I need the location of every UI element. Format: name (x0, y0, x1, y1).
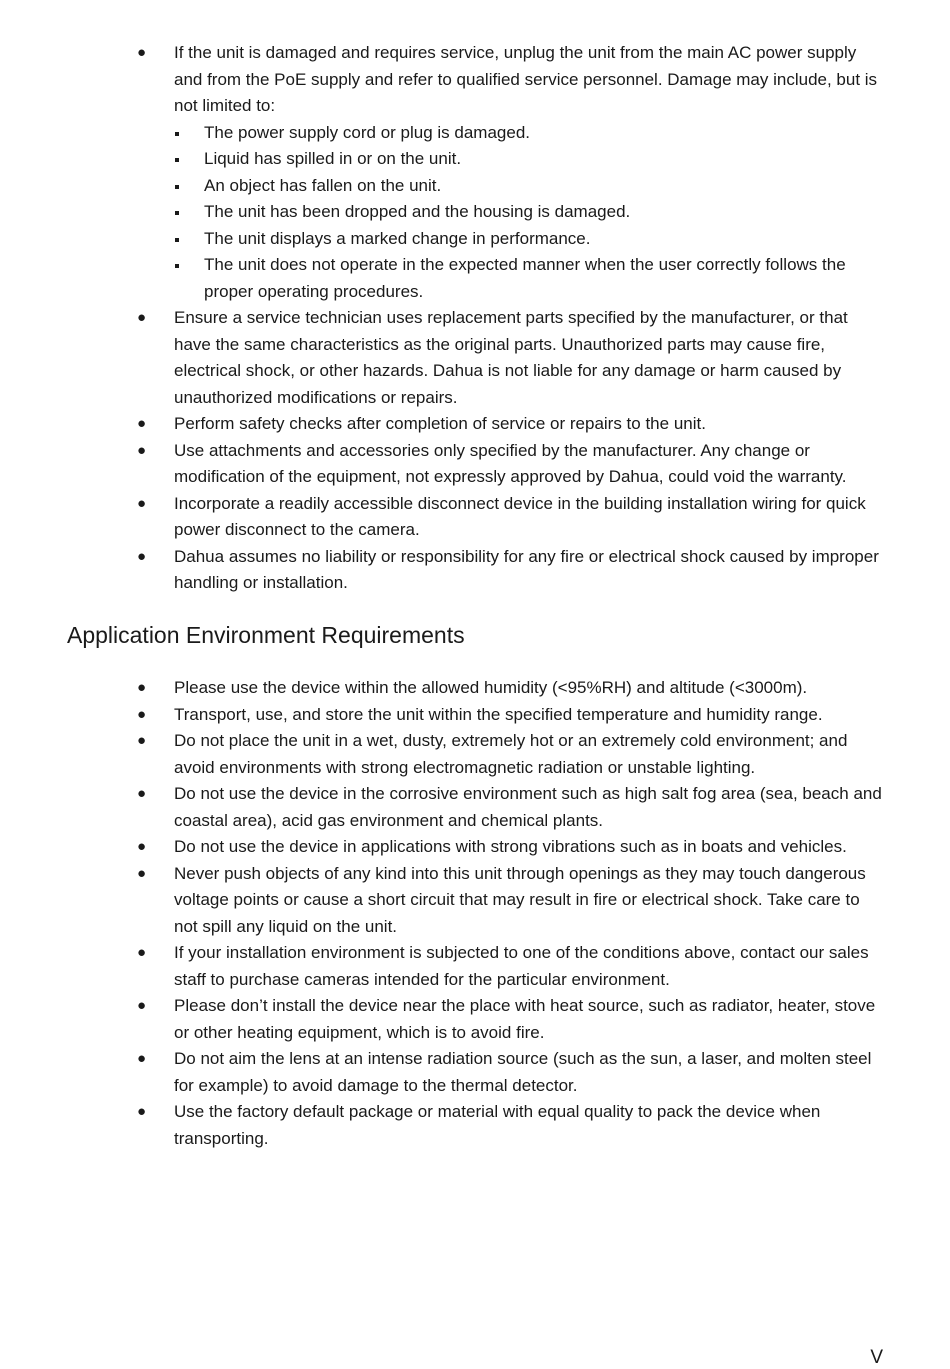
bullet-icon: ● (137, 441, 147, 459)
bullet-icon: ● (137, 309, 147, 326)
sublist-item (174, 120, 886, 147)
list-item-text: Use the factory default package or material with equal quality to pack the device when transporting. (174, 1102, 821, 1148)
list-item (0, 834, 950, 861)
bullet-icon: ● (137, 838, 147, 855)
square-bullet-icon (175, 185, 179, 189)
list-item (0, 305, 950, 411)
list-item (0, 1046, 950, 1099)
list-item-text: Do not use the device in applications with strong vibrations such as in boats and vehicles. (174, 837, 847, 856)
list-item-text: Transport, use, and store the unit within the specified temperature and humidity range. (174, 704, 823, 724)
bullet-icon: ● (137, 864, 147, 882)
list-item (0, 491, 950, 544)
environment-bullet-list (0, 675, 950, 1152)
list-item-text: Never push objects of any kind into this unit through openings as they may touch dangerous voltage points or cause a short circuit that may result in fire or electrical shock. Take care to not spill any liquid on the unit. (174, 863, 866, 936)
damage-sublist (174, 120, 886, 306)
list-item-text: Ensure a service technician uses replacement parts specified by the manufacturer, or that have the same characteristics as the original parts. Unauthorized parts may cause fire, electrical shock, or other hazards. Dahua is not liable for any damage or harm caused by unauthorized modifications or repairs. (174, 308, 848, 407)
list-item (0, 411, 950, 438)
page-number: V (870, 1347, 883, 1368)
sublist-item (174, 226, 886, 253)
list-item (0, 940, 950, 993)
list-item-text: If your installation environment is subjected to one of the conditions above, contact our sales staff to purchase cameras intended for the particular environment. (174, 943, 869, 989)
list-item (0, 675, 950, 702)
bullet-icon: ● (137, 997, 147, 1014)
list-item-text: Use attachments and accessories only specified by the manufacturer. Any change or modification of the equipment, not expressly approved by Dahua, could void the warranty. (174, 440, 847, 486)
list-item (0, 861, 950, 941)
list-item (0, 40, 950, 305)
list-item-text: Please don’t install the device near the place with heat source, such as radiator, heater, stove or other heating equipment, which is to avoid fire. (174, 996, 876, 1042)
bullet-icon: ● (137, 679, 147, 696)
sublist-item-text: The unit displays a marked change in performance. (204, 228, 591, 248)
list-item (0, 1099, 950, 1152)
bullet-icon: ● (137, 944, 147, 961)
square-bullet-icon (175, 132, 179, 136)
section-heading: Application Environment Requirements (67, 622, 465, 648)
list-item-text: If the unit is damaged and requires service, unplug the unit from the main AC power supply and from the PoE supply and refer to qualified service personnel. Damage may include, but is not limited to: (174, 43, 878, 115)
list-item-text: Perform safety checks after completion of service or repairs to the unit. (174, 414, 706, 433)
list-item-text: Incorporate a readily accessible disconnect device in the building installation wiring for quick power disconnect to the camera. (174, 493, 866, 539)
list-item-text: Do not use the device in the corrosive environment such as high salt fog area (sea, beach and coastal area), acid gas environment and chemical plants. (174, 784, 882, 830)
sublist-item-text: The power supply cord or plug is damaged. (204, 122, 531, 142)
square-bullet-icon (175, 158, 179, 162)
list-item (0, 728, 950, 781)
bullet-icon: ● (137, 785, 147, 802)
list-item (0, 781, 950, 834)
sublist-item (174, 252, 886, 305)
sublist-item-text: An object has fallen on the unit. (204, 175, 442, 195)
square-bullet-icon (175, 238, 179, 242)
bullet-icon: ● (137, 1103, 147, 1120)
sublist-item-text: Liquid has spilled in or on the unit. (204, 149, 462, 168)
sublist-item (174, 173, 886, 200)
list-item-text: Do not aim the lens at an intense radiation source (such as the sun, a laser, and molten steel for example) to avoid damage to the thermal detector. (174, 1049, 872, 1095)
sublist-item-text: The unit has been dropped and the housing is damaged. (204, 202, 631, 221)
bullet-icon: ● (137, 547, 147, 565)
bullet-icon: ● (137, 494, 147, 512)
safety-bullet-list (0, 40, 950, 597)
bullet-icon: ● (137, 732, 147, 749)
list-item-text: Please use the device within the allowed humidity (<95%RH) and altitude (<3000m). (174, 678, 808, 697)
list-item (0, 993, 950, 1046)
sublist-item-text: The unit does not operate in the expected manner when the user correctly follows the proper operating procedures. (204, 255, 846, 301)
list-item-text: Dahua assumes no liability or responsibility for any fire or electrical shock caused by improper handling or installation. (174, 546, 879, 592)
bullet-icon: ● (137, 705, 147, 723)
bullet-icon: ● (137, 44, 147, 61)
sublist-item (174, 146, 886, 173)
list-item (0, 438, 950, 491)
list-item (0, 544, 950, 597)
bullet-icon: ● (137, 1050, 147, 1067)
square-bullet-icon (175, 264, 179, 268)
square-bullet-icon (175, 211, 179, 215)
bullet-icon: ● (137, 415, 147, 432)
list-item (0, 702, 950, 729)
sublist-item (174, 199, 886, 226)
list-item-text: Do not place the unit in a wet, dusty, extremely hot or an extremely cold environment; and avoid environments with strong electromagnetic radiation or unstable lighting. (174, 731, 848, 777)
